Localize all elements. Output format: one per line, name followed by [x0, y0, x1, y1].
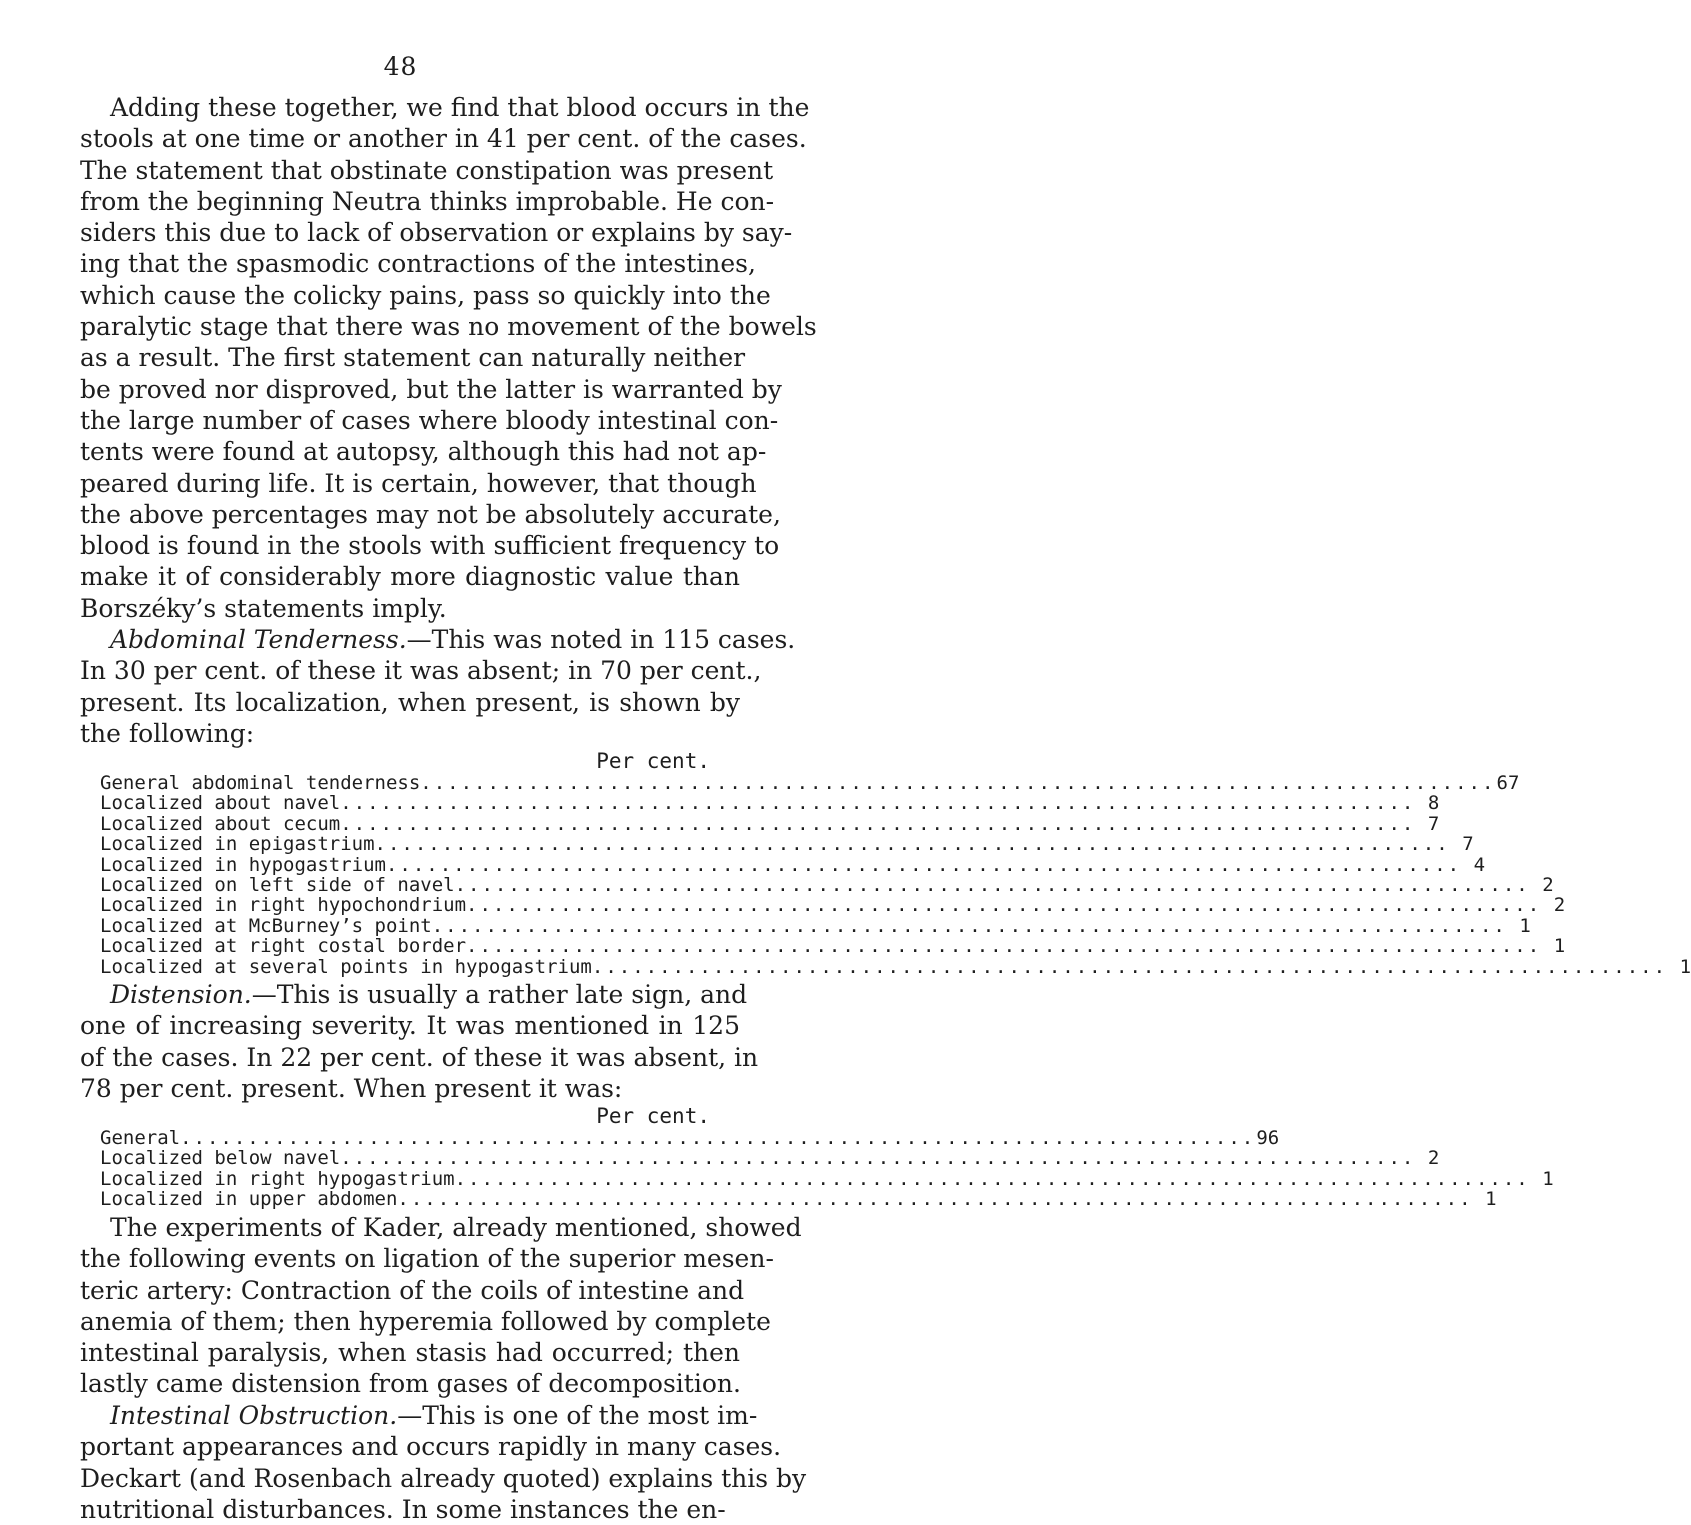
- row-value: 4: [1473, 853, 1486, 876]
- body-line: lastly came distension from gases of decomposition.: [80, 1369, 741, 1399]
- table-row: [100, 792, 1440, 815]
- body-line: paralytic stage that there was no movement of the bowels: [80, 312, 817, 342]
- row-value: 1: [1542, 1167, 1554, 1190]
- dot-leader: ................................................................................: [340, 812, 1416, 835]
- table-row: [100, 914, 1531, 937]
- table-row: [100, 833, 1474, 856]
- table-row: [100, 873, 1554, 896]
- body-line: which cause the colicky pains, pass so quickly into the: [80, 280, 771, 310]
- row-value: 1: [1553, 935, 1566, 958]
- body-line: the above percentages may not be absolutely accurate,: [80, 499, 781, 529]
- dot-leader: ................................................................................: [431, 914, 1507, 937]
- row-value: 2: [1542, 873, 1554, 896]
- row-value: 7: [1427, 812, 1440, 835]
- body-line: 78 per cent. present. When present it was:: [80, 1073, 623, 1103]
- row-label: Localized on left side of navel: [100, 873, 455, 896]
- body-line: Deckart (and Rosenbach already quoted) explains this by: [80, 1463, 807, 1493]
- row-label: Localized at right costal border: [100, 935, 467, 958]
- section-first-line: [80, 1400, 758, 1431]
- dot-leader: ................................................................................: [454, 873, 1530, 896]
- table-row: [100, 772, 1520, 794]
- row-label: Localized about cecum: [100, 812, 341, 835]
- dot-leader: ................................................................................: [180, 1127, 1256, 1149]
- body-line: peared during life. It is certain, however, that though: [80, 468, 757, 498]
- body-line: one of increasing severity. It was mentioned in 125: [80, 1011, 740, 1041]
- section-first-line: [80, 979, 748, 1010]
- dot-leader: ................................................................................: [374, 833, 1450, 856]
- row-value: 1: [1485, 1188, 1497, 1211]
- row-label: Localized below navel: [100, 1147, 341, 1170]
- body-line: Adding these together, we find that blood occurs in the: [110, 93, 810, 122]
- dot-leader: ................................................................................: [466, 894, 1542, 917]
- row-label: General abdominal tenderness: [100, 772, 421, 794]
- body-line: stools at one time or another in 41 per cent. of the cases.: [80, 124, 807, 154]
- row-label: Localized at McBurney’s point: [100, 914, 432, 937]
- first-line-text: —This is usually a rather late sign, and: [251, 980, 748, 1009]
- row-label: Localized in right hypogastrium: [100, 1167, 455, 1190]
- dot-leader: ................................................................................: [397, 1188, 1473, 1211]
- tenderness-localization-table: [100, 772, 1691, 978]
- body-line: ing that the spasmodic contractions of the intestines,: [80, 249, 756, 279]
- body-line: nutritional disturbances. In some instances the en-: [80, 1494, 726, 1524]
- section-heading: Intestinal Obstruction.: [110, 1401, 398, 1430]
- table-caption: Per cent.: [596, 749, 710, 773]
- table-caption: Per cent.: [596, 1104, 710, 1128]
- row-value: 8: [1427, 792, 1440, 815]
- row-label: Localized in epigastrium: [100, 833, 375, 856]
- body-line: from the beginning Neutra thinks improbable. He con-: [80, 186, 775, 216]
- body-line: The experiments of Kader, already mentioned, showed: [110, 1213, 802, 1242]
- row-label: Localized at several points in hypogastrium: [100, 955, 592, 978]
- table-row: [100, 894, 1566, 917]
- row-value: 2: [1427, 1147, 1440, 1170]
- row-label: Localized in hypogastrium: [100, 853, 386, 876]
- table-row: [100, 935, 1566, 958]
- body-line: The statement that obstinate constipation was present: [80, 155, 774, 185]
- body-line: portant appearances and occurs rapidly in many cases.: [80, 1432, 782, 1462]
- row-label: Localized about navel: [100, 792, 341, 815]
- row-value: 1: [1679, 955, 1691, 978]
- section-heading: Distension.: [110, 980, 252, 1009]
- table-row: [100, 853, 1486, 876]
- body-line: the following:: [80, 718, 255, 748]
- body-line: In 30 per cent. of these it was absent; in 70 per cent.,: [80, 656, 762, 686]
- row-label: Localized in upper abdomen: [100, 1188, 398, 1211]
- paragraph-kader-experiments: [80, 1212, 802, 1400]
- body-line: as a result. The first statement can naturally neither: [80, 343, 746, 373]
- section-first-line: [80, 624, 796, 655]
- body-line: teric artery: Contraction of the coils of intestine and: [80, 1275, 745, 1305]
- row-value: 96: [1256, 1127, 1280, 1149]
- paragraph-distension: [80, 979, 759, 1104]
- dot-leader: ................................................................................: [340, 1147, 1416, 1170]
- table-row: [100, 1127, 1280, 1149]
- first-line-text: —This is one of the most im-: [397, 1401, 758, 1430]
- body-line: tents were found at autopsy, although this had not ap-: [80, 437, 767, 467]
- body-line: intestinal paralysis, when stasis had occurred; then: [80, 1338, 740, 1368]
- dot-leader: ................................................................................: [420, 772, 1496, 794]
- table-row: [100, 1167, 1554, 1190]
- table-row: [100, 955, 1691, 978]
- paragraph-blood-in-stools: [80, 92, 817, 624]
- table-row: [100, 812, 1440, 835]
- table-row: [100, 1147, 1440, 1170]
- dot-leader: ................................................................................: [385, 853, 1462, 876]
- row-value: 7: [1462, 833, 1474, 856]
- row-value: 1: [1519, 914, 1531, 937]
- body-line: siders this due to lack of observation or explains by say-: [80, 218, 793, 248]
- body-line: Borszéky’s statements imply.: [80, 593, 447, 623]
- row-value: 67: [1496, 772, 1520, 794]
- dot-leader: ................................................................................: [454, 1167, 1530, 1190]
- paragraph-abdominal-tenderness: [80, 624, 796, 749]
- body-line: present. Its localization, when present, is shown by: [80, 687, 740, 717]
- first-line-text: —This was noted in 115 cases.: [406, 625, 796, 654]
- page-number: 48: [383, 52, 418, 81]
- body-line: anemia of them; then hyperemia followed by complete: [80, 1306, 771, 1336]
- body-line: blood is found in the stools with sufficient frequency to: [80, 531, 780, 561]
- body-line: the following events on ligation of the superior mesen-: [80, 1244, 774, 1274]
- distension-table: [100, 1127, 1554, 1211]
- body-line: be proved nor disproved, but the latter is warranted by: [80, 374, 782, 404]
- row-value: 2: [1553, 894, 1566, 917]
- section-heading: Abdominal Tenderness.: [110, 625, 407, 654]
- body-line: the large number of cases where bloody intestinal con-: [80, 405, 779, 435]
- body-line: make it of considerably more diagnostic value than: [80, 562, 740, 592]
- row-label: General: [100, 1127, 181, 1149]
- body-line: of the cases. In 22 per cent. of these it was absent, in: [80, 1042, 759, 1072]
- table-row: [100, 1188, 1497, 1211]
- dot-leader: ................................................................................: [591, 955, 1668, 978]
- row-label: Localized in right hypochondrium: [100, 894, 467, 917]
- dot-leader: ................................................................................: [340, 792, 1416, 815]
- dot-leader: ................................................................................: [466, 935, 1542, 958]
- paragraph-intestinal-obstruction: [80, 1400, 807, 1525]
